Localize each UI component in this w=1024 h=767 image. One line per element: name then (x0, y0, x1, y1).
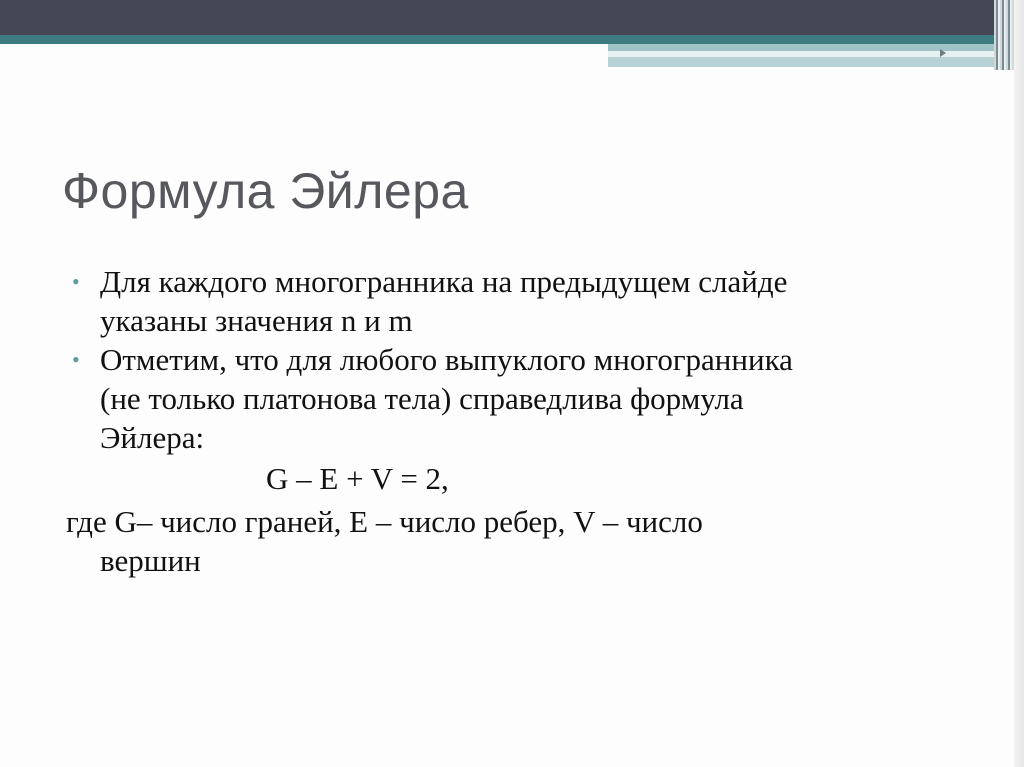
note-line: где G– число граней, E – число ребер, V – число (66, 504, 703, 539)
note-line: вершин (100, 543, 201, 578)
header-vertical-stripes (994, 0, 1014, 70)
header-band-dark (0, 0, 1024, 35)
bullet-item (66, 340, 966, 457)
header-band-light-lower (608, 57, 1006, 67)
header-band-light (608, 44, 1006, 51)
bullet-line: Для каждого многогранника на предыдущем слайде (100, 264, 788, 299)
bullet-dot-icon: • (72, 269, 80, 294)
slide-body (66, 262, 966, 580)
slide-title: Формула Эйлера (62, 163, 469, 219)
arrow-marker-icon (940, 49, 946, 57)
header-band-teal (0, 35, 1024, 44)
bullet-item (66, 262, 966, 340)
bullet-dot-icon: • (72, 347, 80, 372)
euler-formula: G – E + V = 2, (266, 461, 449, 496)
bullet-line: указаны значения n и m (100, 303, 413, 338)
slide-right-edge (1014, 0, 1024, 767)
bullet-line: Эйлера: (100, 420, 205, 455)
formula-note (66, 502, 966, 580)
bullet-line: Отметим, что для любого выпуклого многогранника (100, 342, 793, 377)
bullet-line: (не только платонова тела) справедлива формула (100, 381, 744, 416)
